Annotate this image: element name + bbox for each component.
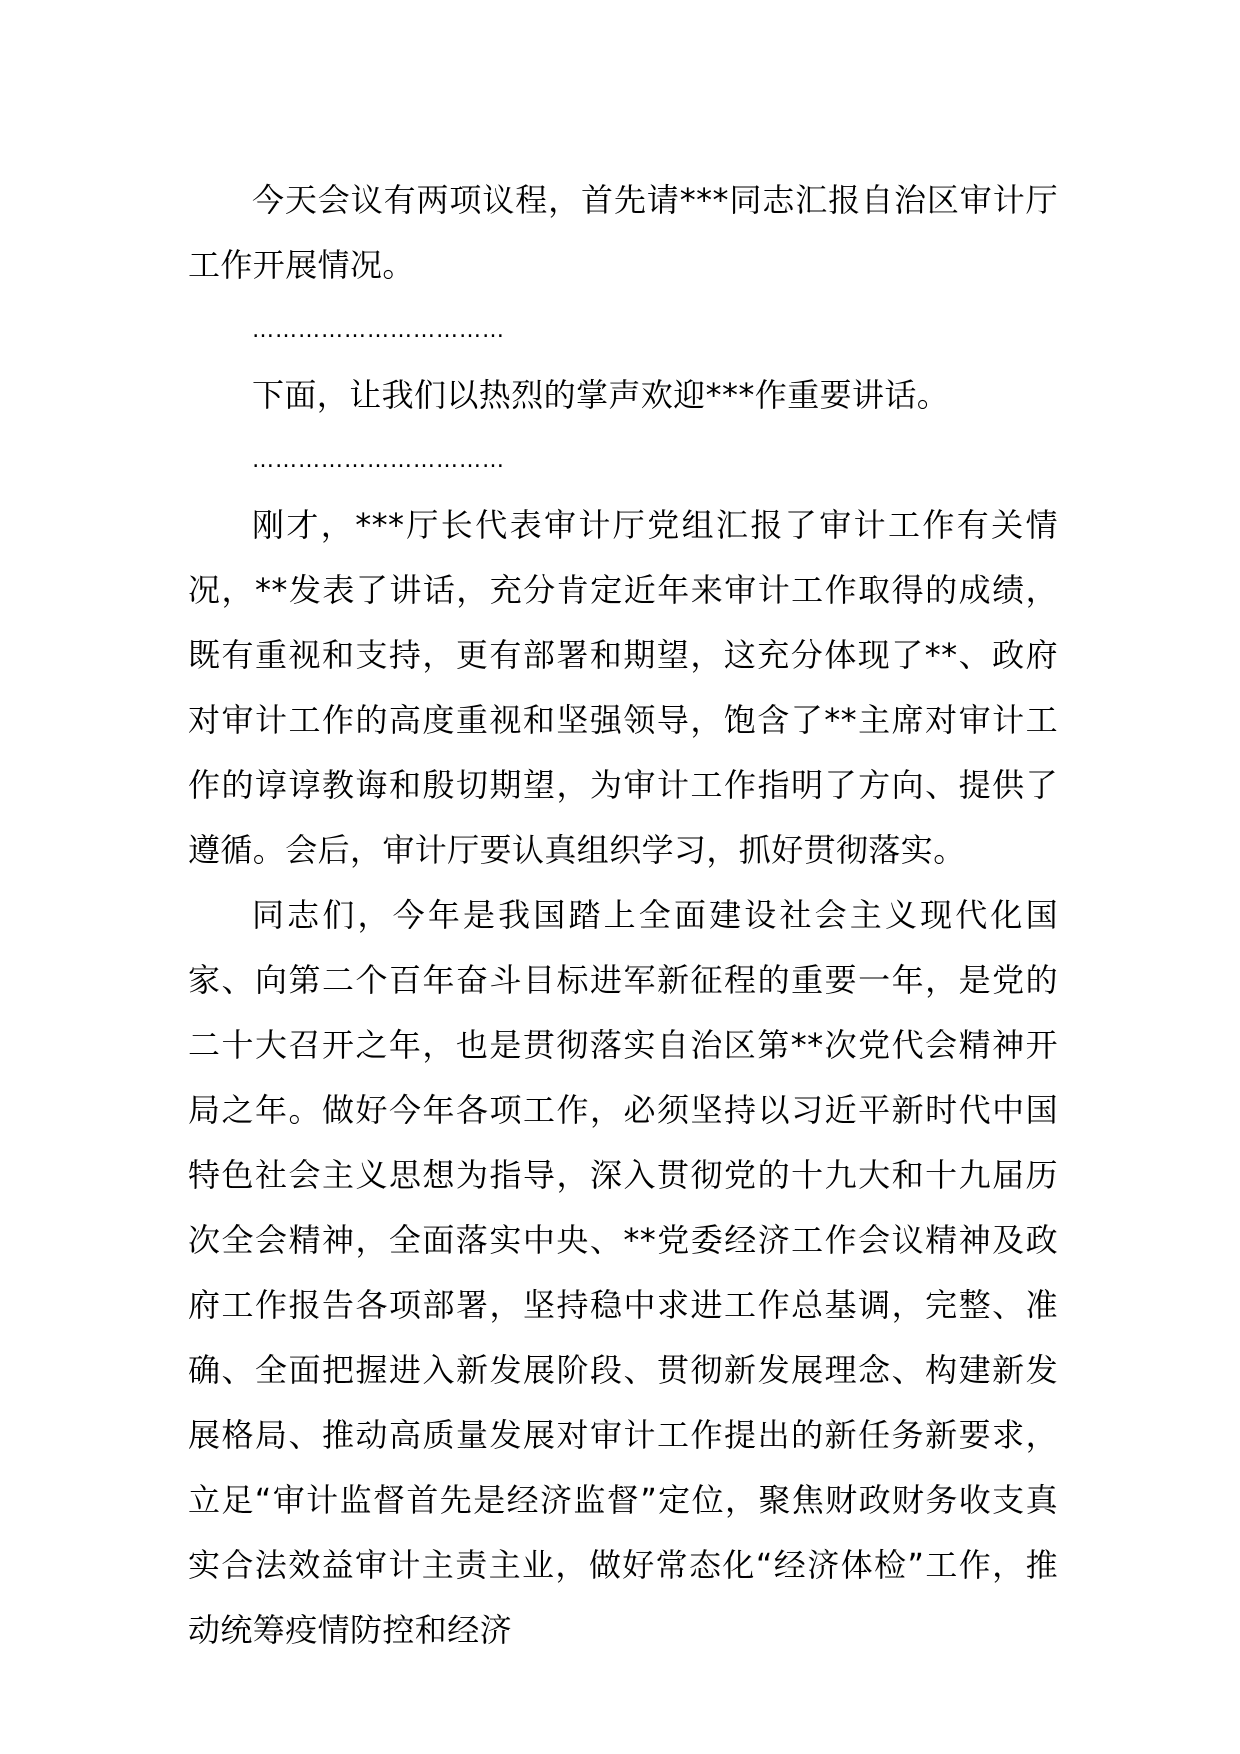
ellipsis-separator: ……………………………	[252, 318, 505, 343]
ellipsis-separator: ……………………………	[252, 448, 505, 473]
paragraph-welcome-speech: 下面，让我们以热烈的掌声欢迎***作重要讲话。	[252, 376, 950, 414]
paragraph-comrades: 同志们，今年是我国踏上全面建设社会主义现代化国家、向第二个百年奋斗目标进军新征程的重要一年，是党的二十大召开之年，也是贯彻落实自治区第**次党代会精神开局之年。做好今年各项工作，必须坚持以习近平新时代中国特色社会主义思想为指导，深入贯彻党的十九大和十九届历次全会精神，全面落实中央、**党委经济工作会议精神及政府工作报告各项部署，坚持稳中求进工作总基调，完整、准确、全面把握进入新发展阶段、贯彻新发展理念、构建新发展格局、推动高质量发展对审计工作提出的新任务新要求，立足“审计监督首先是经济监督”定位，聚焦财政财务收支真实合法效益审计主责主业，做好常态化“经济体检”工作，推动统筹疫情防控和经济	[188, 896, 1058, 1649]
document-page	[188, 168, 1058, 1663]
paragraph-summary: 刚才，***厅长代表审计厅党组汇报了审计工作有关情况，**发表了讲话，充分肯定近年来审计工作取得的成绩，既有重视和支持，更有部署和期望，这充分体现了**、政府对审计工作的高度重视和坚强领导，饱含了**主席对审计工作的谆谆教诲和殷切期望，为审计工作指明了方向、提供了遵循。会后，审计厅要认真组织学习，抓好贯彻落实。	[188, 506, 1058, 869]
paragraph-agenda: 今天会议有两项议程，首先请***同志汇报自治区审计厅工作开展情况。	[188, 181, 1058, 284]
